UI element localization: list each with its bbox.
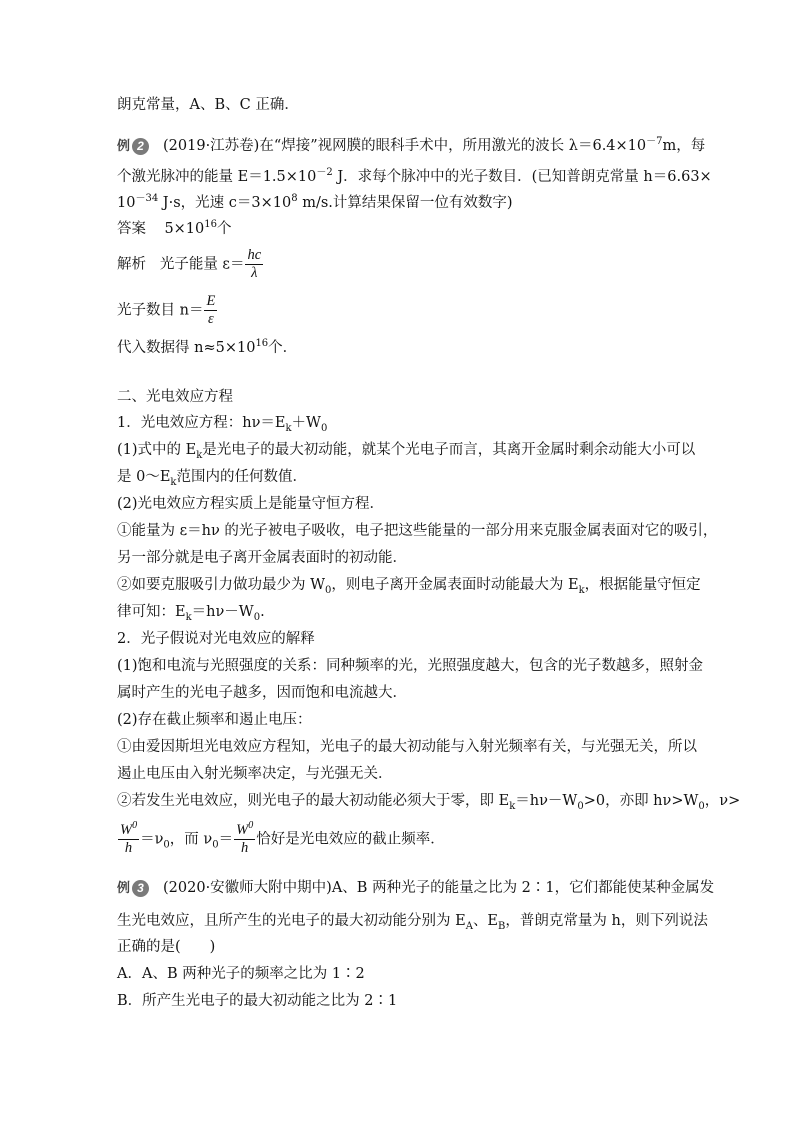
- option-b: B．所产生光电子的最大初动能之比为 2∶1: [117, 993, 398, 1009]
- example-3-line-3: 正确的是( ): [117, 939, 216, 955]
- text-line: (2)光电效应方程实质上是能量守恒方程．: [117, 496, 385, 512]
- text-line: (1)式中的 $E_k$是光电子的最大初动能，就某个光电子而言，其离开金属时剩余动能大小可以: [117, 442, 696, 461]
- text-line: ①能量为 ε＝hν 的光子被电子吸收，电子把这些能量的一部分用来克服金属表面对它的吸引，: [117, 523, 718, 539]
- substitute-line: 代入数据得 $n\approx 5\times 10^{16}$个．: [117, 338, 298, 356]
- section-heading: 二、光电效应方程: [117, 389, 233, 405]
- analysis-line: 解析 光子能量 ε＝ $\frac{hc}{\lambda}$: [117, 247, 262, 281]
- example-number-icon: 2: [132, 138, 149, 155]
- text-line: 另一部分就是电子离开金属表面时的初动能．: [117, 550, 407, 566]
- example-3-line-2: 生光电效应，且所产生的光电子的最大初动能分别为 $E_A$、$E_B$，普朗克常量为 h，则下列说法: [117, 913, 708, 932]
- point-1-heading: 1．光电效应方程：$h\nu=E_k+W_0$: [117, 415, 328, 434]
- text-line: (2)存在截止频率和遏止电压：: [117, 712, 312, 728]
- option-a: A．A、B 两种光子的频率之比为 1∶2: [117, 966, 365, 982]
- fraction-E-over-epsilon: $\frac{E}{\varepsilon}$: [206, 293, 216, 327]
- example-2-line-2: 个激光脉冲的能量 $E=1.5\times 10^{-2}$ J．求每个脉冲中的光子数目．(已知普朗克常量 h＝6.63×: [117, 167, 712, 185]
- text-line: $\frac{W^0}{h}$ $=\nu_0$，而 $\nu_0=$ $\frac{W^0}{h}$ 恰好是光电效应的截止频率．: [120, 820, 445, 856]
- text-line: 属时产生的光电子越多，因而饱和电流越大．: [117, 685, 407, 701]
- example-2-line-1: 例 2 (2019·江苏卷)在“焊接”视网膜的眼科手术中，所用激光的波长 $\lambda=6.4\times 10^{-7}m$，每: [117, 136, 706, 154]
- text-line: 律可知：$E_k=h\nu-W_0$.: [117, 604, 265, 623]
- answer-label: 答案: [117, 221, 146, 237]
- example-badge: 例 3: [117, 878, 149, 898]
- analysis-label: 解析: [117, 256, 146, 273]
- example-badge: 例 2: [117, 136, 149, 156]
- fraction-W0-over-h: $\frac{W^0}{h}$: [120, 820, 138, 856]
- photon-count-line: 光子数目 n＝ $\frac{E}{\varepsilon}$: [117, 293, 216, 327]
- text-line: 遏止电压由入射光频率决定，与光强无关．: [117, 766, 393, 782]
- text-line: (1)饱和电流与光照强度的关系：同种频率的光，光照强度越大，包含的光子数越多，照射金: [117, 658, 704, 674]
- text-line: ②如要克服吸引力做功最少为 $W_0$，则电子离开金属表面时动能最大为 $E_k$，根据能量守恒定: [117, 577, 701, 596]
- text-line: ①由爱因斯坦光电效应方程知，光电子的最大初动能与入射光频率有关，与光强无关，所以: [117, 739, 697, 755]
- text-line: ②若发生光电效应，则光电子的最大初动能必须大于零，即 $E_k=h\nu-W_0>0$，亦即 $h\nu>W_0$，ν>: [117, 793, 741, 812]
- fraction-W0-over-h: $\frac{W^0}{h}$: [236, 820, 254, 856]
- example-2-line-3: $10^{-34}$ J·s，光速 $c=3\times 10^8$ m/s.计算结果保留一位有效数字): [117, 193, 513, 211]
- answer-line: 答案 $5\times 10^{16}$个: [117, 219, 232, 237]
- example-number-icon: 3: [132, 880, 149, 897]
- example-3-line-1: 例 3 (2020·安徽师大附中期中)A、B 两种光子的能量之比为 2∶1，它们都能使某种金属发: [117, 880, 715, 896]
- text-line: 是 $0\sim E_k$范围内的任何数值．: [117, 469, 307, 488]
- text-line: 朗克常量，A、B、C 正确．: [117, 97, 299, 113]
- fraction-hc-over-lambda: $\frac{hc}{\lambda}$: [247, 247, 262, 281]
- point-2-heading: 2．光子假说对光电效应的解释: [117, 631, 315, 647]
